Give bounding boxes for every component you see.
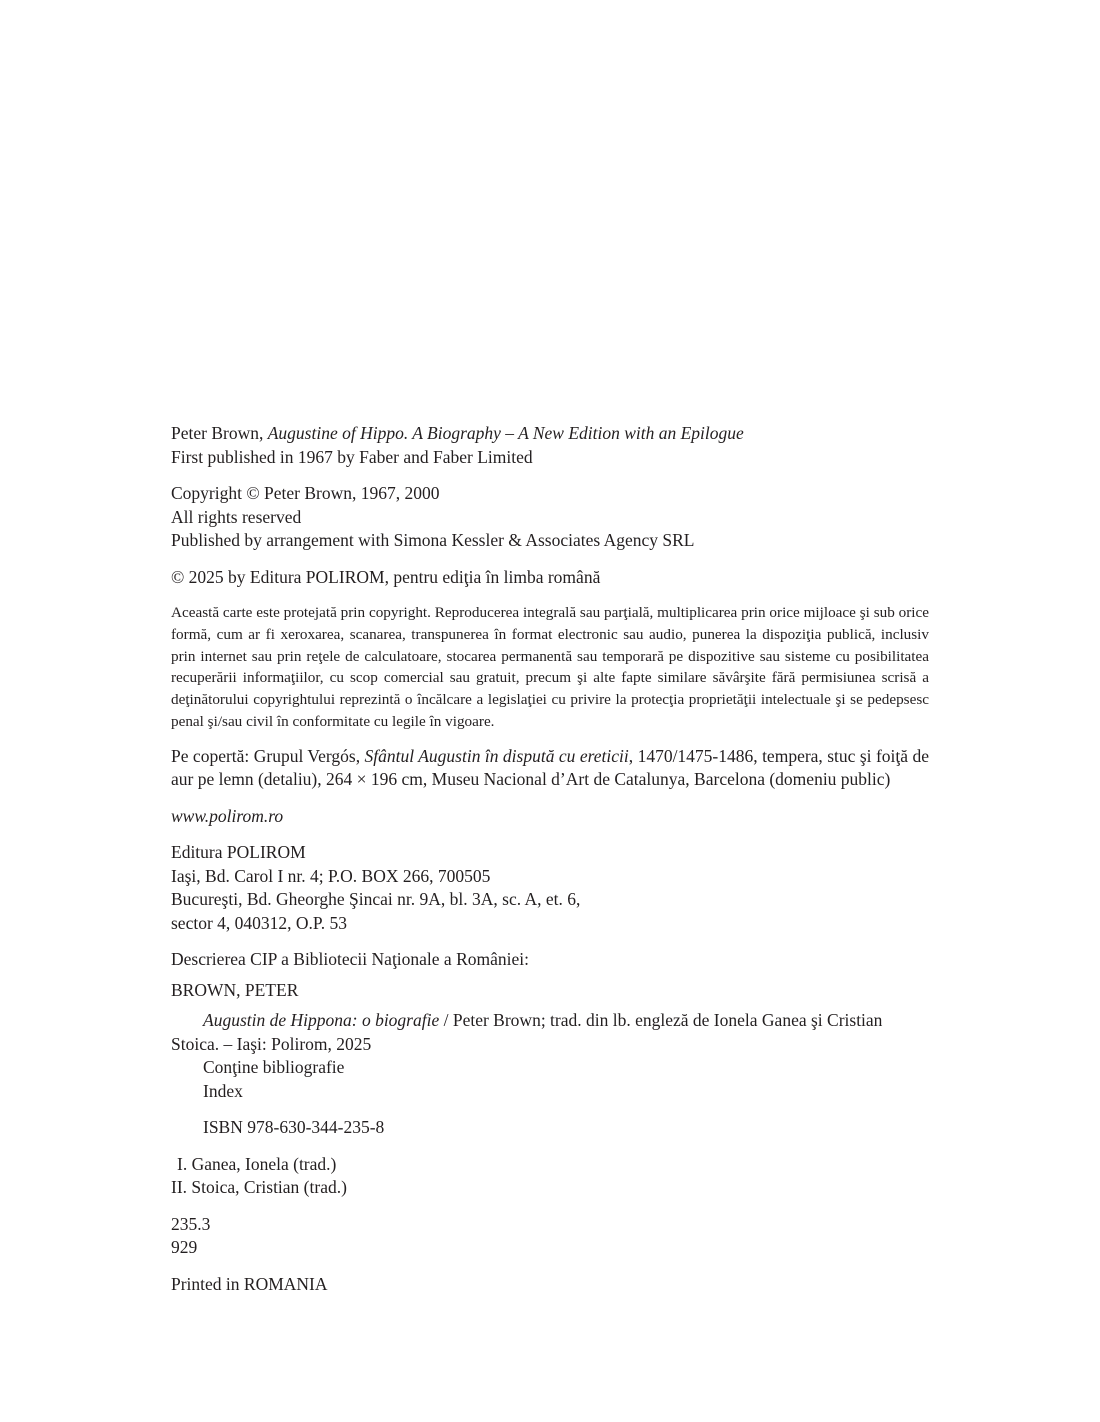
cover-details: , 1470/1475-1486, tempera, stuc şi foiţă de aur pe lemn (detaliu), 264 × 196 cm, Museu Nacional d’Art de Catalunya, Barcelona (domeniu public) bbox=[171, 745, 929, 790]
publisher-name: Editura POLIROM bbox=[171, 842, 306, 863]
first-published-line: First published in 1967 by Faber and Faber Limited bbox=[171, 446, 533, 467]
printed-block bbox=[171, 1273, 929, 1297]
publisher-address-bucuresti: Bucureşti, Bd. Gheorghe Şincai nr. 9A, bl. 3A, sc. A, et. 6, bbox=[171, 889, 581, 910]
printed-in: Printed in ROMANIA bbox=[171, 1273, 328, 1294]
cip-heading: Descrierea CIP a Bibliotecii Naţionale a României: bbox=[171, 949, 529, 970]
website-link[interactable]: www.polirom.ro bbox=[171, 805, 284, 826]
copyright-line: Copyright © Peter Brown, 1967, 2000 bbox=[171, 483, 440, 503]
cip-title-statement bbox=[171, 1009, 929, 1056]
classification-block bbox=[171, 1213, 929, 1260]
cip-heading-block bbox=[171, 948, 929, 972]
original-edition-block bbox=[171, 422, 929, 469]
original-author: Peter Brown, bbox=[171, 423, 268, 443]
rights-reserved-line: All rights reserved bbox=[171, 506, 302, 527]
website-block bbox=[171, 805, 929, 829]
copyright-page bbox=[171, 422, 929, 1309]
arrangement-line: Published by arrangement with Simona Kessler & Associates Agency SRL bbox=[171, 530, 695, 550]
legal-notice: Această carte este protejată prin copyright. Reproducerea integrală sau parţială, multiplicarea prin orice mijloace şi sub orice formă, cum ar fi xeroxarea, scanarea, transpunerea în format electronic sau audio, punerea la dispoziţia publică, inclusiv prin internet sau prin reţele de calculatoare, stocarea permanentă sau temporară pe dispozitive sau sisteme cu posibilitatea recuperării informaţiilor, cu scop comercial sau gratuit, precum şi alte fapte similare săvârşite fără permisiunea scrisă a deţinătorului copyrightului reprezintă o încălcare a legislaţiei cu privire la protecţia proprietăţii intelectuale şi se pedepsesc penal şi/sau civil în conformitate cu legile în vigoare. bbox=[171, 604, 929, 730]
cover-credit bbox=[171, 745, 929, 792]
cip-statement: / Peter Brown; trad. din lb. engleză de Ionela Ganea şi Cristian Stoica. – Iaşi: Polirom, 2025 bbox=[171, 1010, 883, 1054]
publisher-address-iasi: Iaşi, Bd. Carol I nr. 4; P.O. BOX 266, 700505 bbox=[171, 865, 491, 886]
copyright-block bbox=[171, 482, 929, 553]
edition-copyright-line: © 2025 by Editura POLIROM, pentru ediţia în limba română bbox=[171, 566, 601, 587]
cip-author-heading: BROWN, PETER bbox=[171, 979, 299, 1000]
cip-title: Augustin de Hippona: o biografie bbox=[203, 1010, 440, 1031]
edition-copyright-block bbox=[171, 566, 929, 590]
classification-number: 235.3 bbox=[171, 1213, 211, 1234]
cover-artwork-title: Sfântul Augustin în dispută cu ereticii bbox=[364, 745, 629, 766]
cip-entry: I. Ganea, Ionela (trad.) bbox=[177, 1153, 337, 1174]
cover-prefix: Pe copertă: Grupul Vergós, bbox=[171, 745, 365, 766]
original-title-line bbox=[171, 422, 929, 446]
cip-entry: II. Stoica, Cristian (trad.) bbox=[171, 1177, 347, 1198]
cip-note-index: Index bbox=[203, 1080, 243, 1101]
isbn: ISBN 978-630-344-235-8 bbox=[203, 1117, 385, 1138]
isbn-block bbox=[171, 1116, 929, 1140]
classification-number: 929 bbox=[171, 1237, 198, 1258]
cip-entries bbox=[171, 1153, 929, 1200]
publisher-address-sector: sector 4, 040312, O.P. 53 bbox=[171, 912, 347, 933]
cip-record bbox=[171, 1009, 929, 1103]
original-title: Augustine of Hippo. A Biography – A New Edition with an Epilogue bbox=[267, 423, 744, 443]
cip-author-block bbox=[171, 979, 929, 1003]
cip-note-bibliography: Conţine bibliografie bbox=[203, 1057, 345, 1078]
publisher-block bbox=[171, 841, 929, 935]
